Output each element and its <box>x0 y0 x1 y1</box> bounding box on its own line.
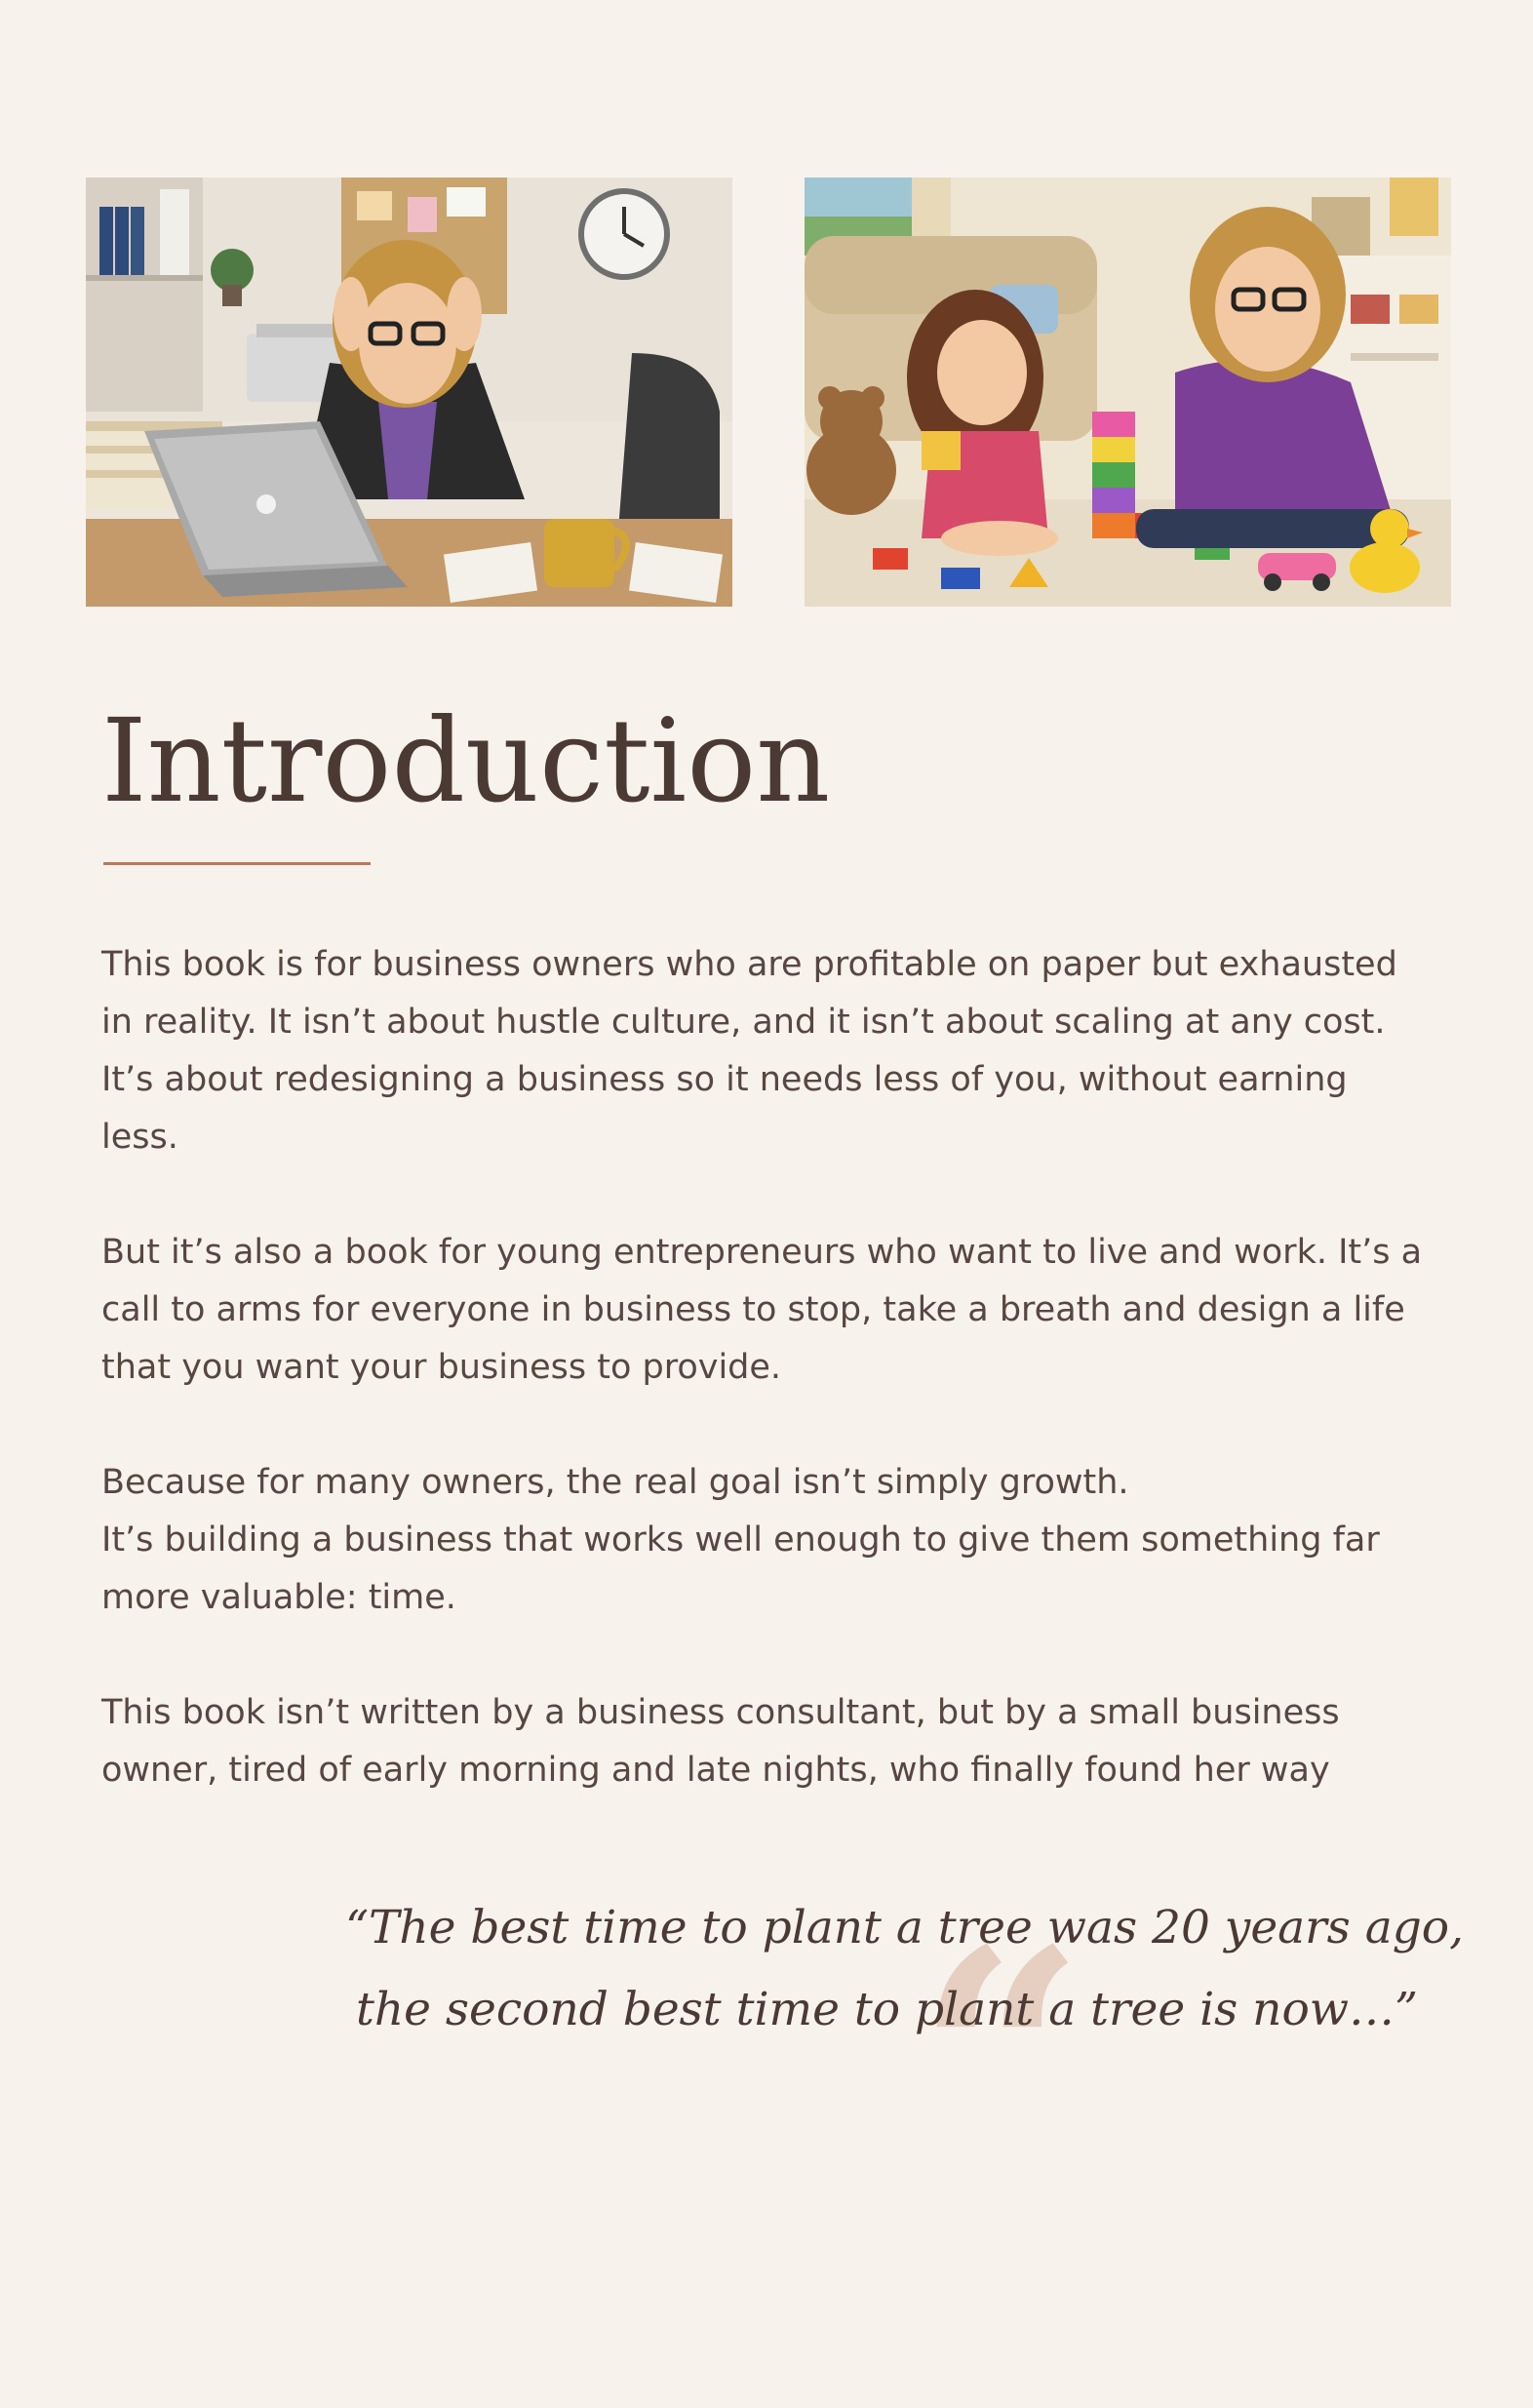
title-underline-divider <box>103 862 371 865</box>
woman-playing-blocks-with-child-illustration <box>805 178 1451 607</box>
introduction-body <box>101 936 1467 1857</box>
paragraph: Because for many owners, the real goal isn’t simply growth. It’s building a business that works well enough to give them something far more valuable: time. <box>101 1463 1380 1617</box>
stressed-woman-at-laptop-illustration <box>86 178 732 607</box>
playing-with-child-image <box>805 178 1451 607</box>
pull-quote <box>345 1887 1465 2051</box>
page-title: Introduction <box>101 693 831 828</box>
paragraph: But it’s also a book for young entrepreneurs who want to live and work. It’s a call to arms for everyone in business to stop, take a breath and design a life that you want your business to provide. <box>101 1233 1423 1387</box>
paragraph: This book is for business owners who are profitable on paper but exhausted in reality. It isn’t about hustle culture, and it isn’t about scaling at any cost. It’s about redesigning a business so it needs less of you, without earning less. <box>101 945 1397 1157</box>
pull-quote-line: “The best time to plant a tree was 20 years ago, <box>345 1901 1465 1954</box>
pull-quote-line: the second best time to plant a tree is now…” <box>355 1983 1418 2036</box>
quote-mark-icon: “ <box>917 1885 1085 2230</box>
stressed-woman-image <box>86 178 732 607</box>
paragraph: This book isn’t written by a business consultant, but by a small business owner, tired of early morning and late nights, who finally found her way <box>101 1693 1340 1790</box>
